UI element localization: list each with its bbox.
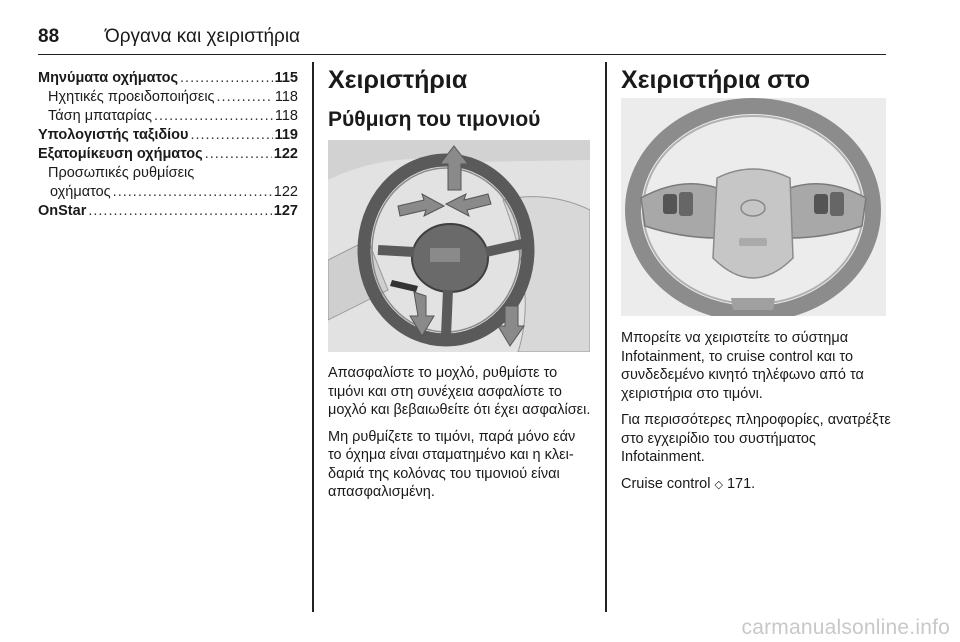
page-ref-arrow-icon: ◇ (714, 478, 723, 491)
watermark: carmanualsonline.info (741, 616, 950, 639)
toc-entry[interactable] (38, 145, 298, 164)
toc-entry-page: 119 (274, 127, 298, 143)
toc-leader-dots (88, 202, 271, 221)
paragraph: Απασφαλίστε το μοχλό, ρυθμίστε το τιμόνι και στη συνέχεια ασφαλίστε το μοχλό και βεβαιωθείτε ότι έχει ασφαλίσει. (328, 365, 591, 418)
toc-entry[interactable] (38, 126, 298, 145)
toc-entry-label: Προσωπικές ρυθμίσεις (48, 165, 195, 181)
paragraph: Μη ρυθμίζετε το τιμόνι, παρά μόνο εάν το όχημα είναι σταματημένο και η κλειδαριά της κολόνας του τιμονιού είναι απασφαλισμένη. (328, 428, 576, 500)
paragraph: Για περισσότερες πληροφορίες, ανατρέξτε στο εγχειρίδιο του συστήματος Infotainment. (621, 412, 891, 465)
toc-entry-page: 127 (273, 203, 298, 219)
chapter-title: Όργανα και χειριστήρια (105, 26, 301, 47)
toc-entry-label: Ηχητικές προειδοποιήσεις (48, 89, 215, 105)
xref-page: 171. (726, 475, 756, 492)
paragraph: Μπορείτε να χειριστείτε το σύστημα Infotainment, το cruise control και το συνδεδεμένο κινητό τηλέφωνο από τα χειριστήρια στο τιμόνι. (621, 330, 864, 402)
toc-entry[interactable] (38, 69, 298, 88)
toc-leader-dots (205, 145, 272, 164)
section-title: Χειριστήρια (328, 66, 468, 94)
steering-adjust-illustration (328, 140, 590, 352)
section-title: Χειριστήρια στο (621, 66, 810, 94)
page-number: 88 (38, 26, 60, 47)
column-divider (312, 62, 314, 612)
steering-wheel-controls-text (621, 329, 891, 502)
toc-entry[interactable] (38, 183, 298, 202)
toc-entry-page: 118 (274, 89, 298, 105)
toc-entry-page: 115 (274, 70, 298, 86)
toc-leader-dots (113, 183, 272, 202)
toc-entry-label: Μηνύματα οχήματος (38, 70, 179, 86)
toc-entry[interactable] (38, 88, 298, 107)
column-divider (605, 62, 607, 612)
toc-entry[interactable] (38, 164, 298, 183)
toc-entry-label: Υπολογιστής ταξιδίου (38, 127, 189, 143)
subsection-title: Ρύθμιση του τιμονιού (328, 108, 541, 131)
page-header (38, 24, 886, 55)
toc-entry-page: 118 (274, 108, 298, 124)
toc-leader-dots (217, 88, 273, 107)
toc-entry-label: Εξατομίκευση οχήματος (38, 146, 203, 162)
toc-entry-label: οχήματος (50, 184, 111, 200)
steering-adjust-text (328, 364, 592, 510)
toc-leader-dots (180, 69, 273, 88)
toc-leader-dots (154, 107, 273, 126)
toc-leader-dots (190, 126, 272, 145)
table-of-contents (38, 69, 298, 221)
toc-entry[interactable] (38, 107, 298, 126)
xref-label: Cruise control (621, 475, 711, 492)
toc-entry-page: 122 (273, 146, 298, 162)
cruise-control-reference[interactable] (621, 475, 891, 495)
toc-entry-page: 122 (273, 184, 298, 200)
steering-wheel-controls-illustration (621, 98, 886, 316)
toc-entry[interactable] (38, 202, 298, 221)
toc-entry-label: OnStar (38, 203, 87, 219)
section-controls (328, 64, 590, 134)
toc-entry-label: Τάση μπαταρίας (48, 108, 152, 124)
